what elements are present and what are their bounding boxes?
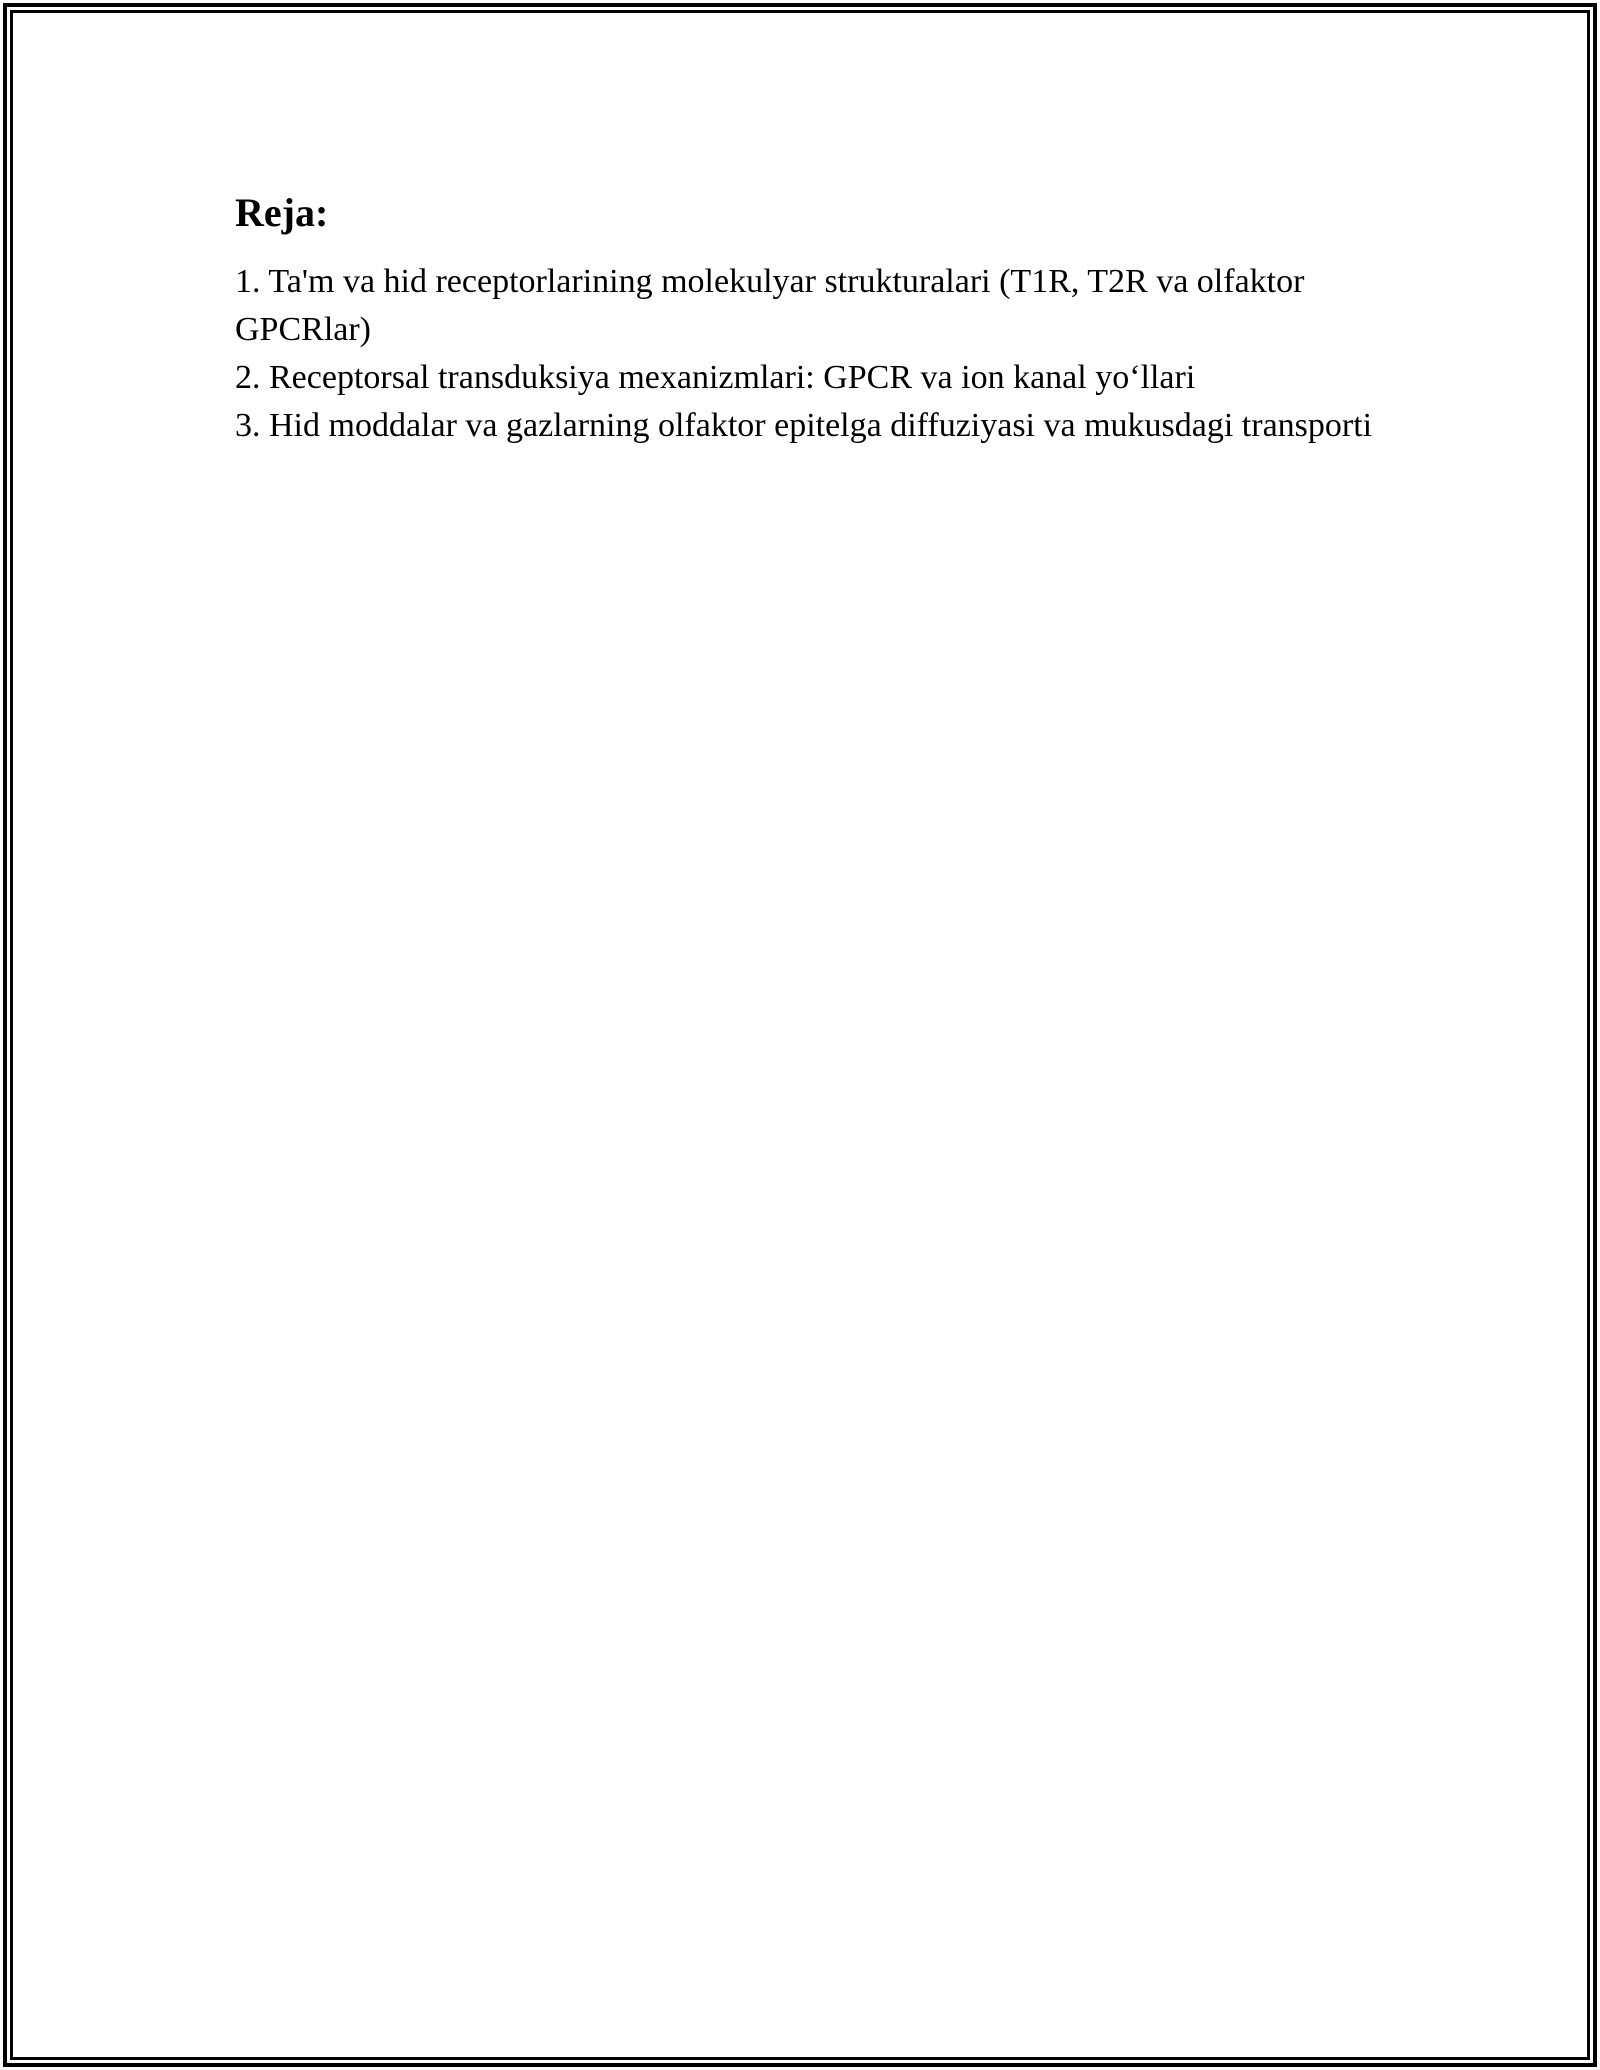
plan-item-3: 3. Hid moddalar va gazlarning olfaktor epitelga diffuziyasi va mukusdagi transporti [235, 407, 1373, 444]
plan-heading: Reja: [235, 190, 329, 235]
plan-list [235, 258, 1375, 450]
plan-item-2: 2. Receptorsal transduksiya mexanizmlari: GPCR va ion kanal yo‘llari [235, 359, 1196, 396]
plan-item-1: 1. Ta'm va hid receptorlarining molekulyar strukturalari (T1R, T2R va olfaktor GPCRlar) [235, 263, 1305, 348]
document-body [235, 188, 1375, 450]
